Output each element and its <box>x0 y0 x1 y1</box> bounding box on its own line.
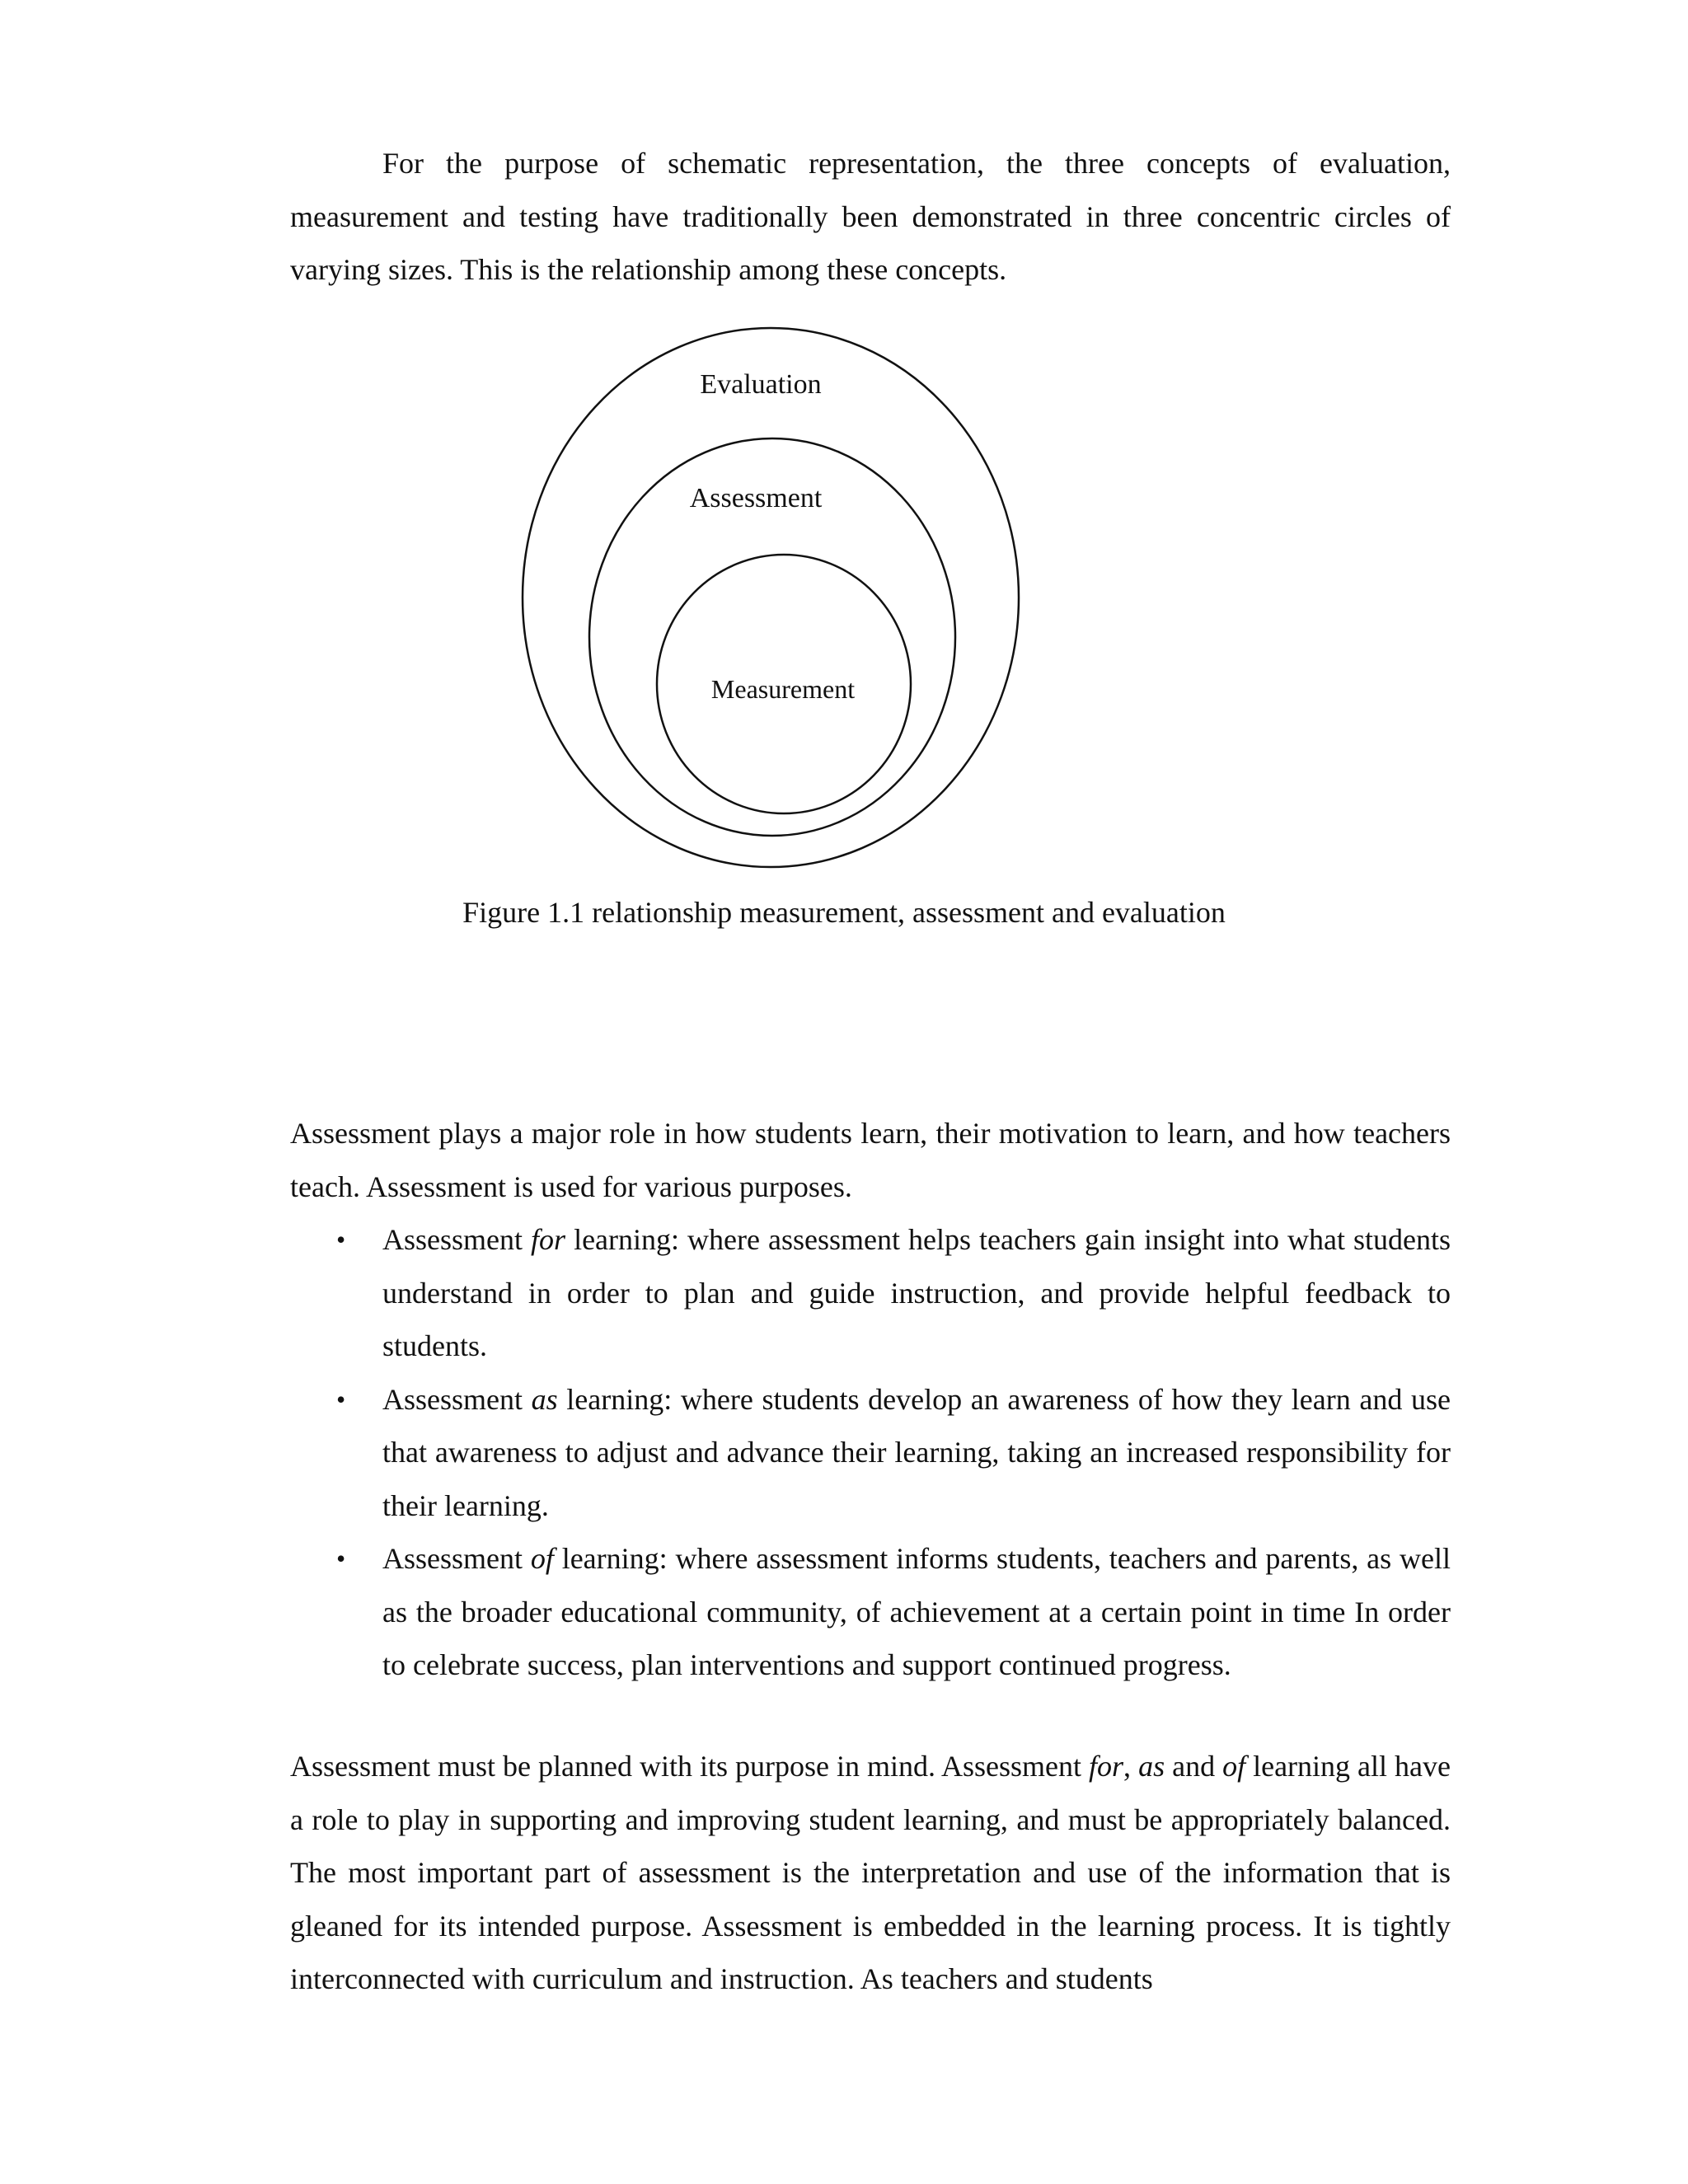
evaluation-label: Evaluation <box>700 369 822 400</box>
keyword-for: for <box>1089 1750 1124 1783</box>
bullet-icon: • <box>336 1544 346 1573</box>
assessment-purposes-list <box>336 1213 1451 1692</box>
evaluation-circle <box>523 328 1019 867</box>
measurement-label: Measurement <box>710 674 856 704</box>
keyword-of: of <box>1222 1750 1246 1783</box>
closing-text-start: Assessment must be planned with its purpose in mind. Assessment <box>290 1750 1090 1783</box>
bullet-icon: • <box>336 1384 346 1414</box>
bullet-lead: Assessment <box>382 1382 532 1416</box>
purposes-paragraph: Assessment plays a major role in how students learn, their motivation to learn, and how teachers teach. Assessment is used for various purposes. <box>290 1117 1451 1203</box>
separator: and <box>1165 1750 1223 1783</box>
figure-caption: Figure 1.1 relationship measurement, assessment and evaluation <box>462 896 1226 929</box>
bullet-keyword: of <box>530 1542 554 1575</box>
closing-paragraph <box>290 1740 1451 2006</box>
separator: , <box>1123 1750 1139 1783</box>
list-item <box>336 1213 1451 1373</box>
bullet-keyword: as <box>531 1382 558 1416</box>
bullet-icon: • <box>336 1225 346 1254</box>
bullet-text: learning: where assessment informs students, teachers and parents, as well as the broader educational community, of achievement at a certain point in time In order to celebrate success, plan interventions and support continued progress. <box>382 1542 1451 1681</box>
assessment-label: Assessment <box>689 483 823 513</box>
bullet-lead: Assessment <box>382 1223 532 1256</box>
list-item <box>336 1532 1451 1692</box>
closing-text-end: learning all have a role to play in supporting and improving student learning, and must be appropriately balanced. The most important part of assessment is the interpretation and use of the information that is gleaned for its intended purpose. Assessment is embedded in the learning process. It is tightly interconnected with curriculum and instruction. As teachers and students <box>290 1750 1451 1995</box>
list-item <box>336 1373 1451 1533</box>
bullet-lead: Assessment <box>382 1542 531 1575</box>
keyword-as: as <box>1138 1750 1165 1783</box>
bullet-keyword: for <box>531 1223 566 1256</box>
bullet-text: learning: where assessment helps teachers gain insight into what students understand in order to plan and guide instruction, and provide helpful feedback to students. <box>382 1223 1451 1362</box>
bullet-text: learning: where students develop an awareness of how they learn and use that awareness to adjust and advance their learning, taking an increased responsibility for their learning. <box>382 1382 1451 1522</box>
intro-paragraph: For the purpose of schematic representation, the three concepts of evaluation, measurement and testing have traditionally been demonstrated in three concentric circles of varying sizes. This is the relationship among these concepts. <box>290 147 1451 286</box>
concentric-circles-diagram <box>511 321 1039 882</box>
